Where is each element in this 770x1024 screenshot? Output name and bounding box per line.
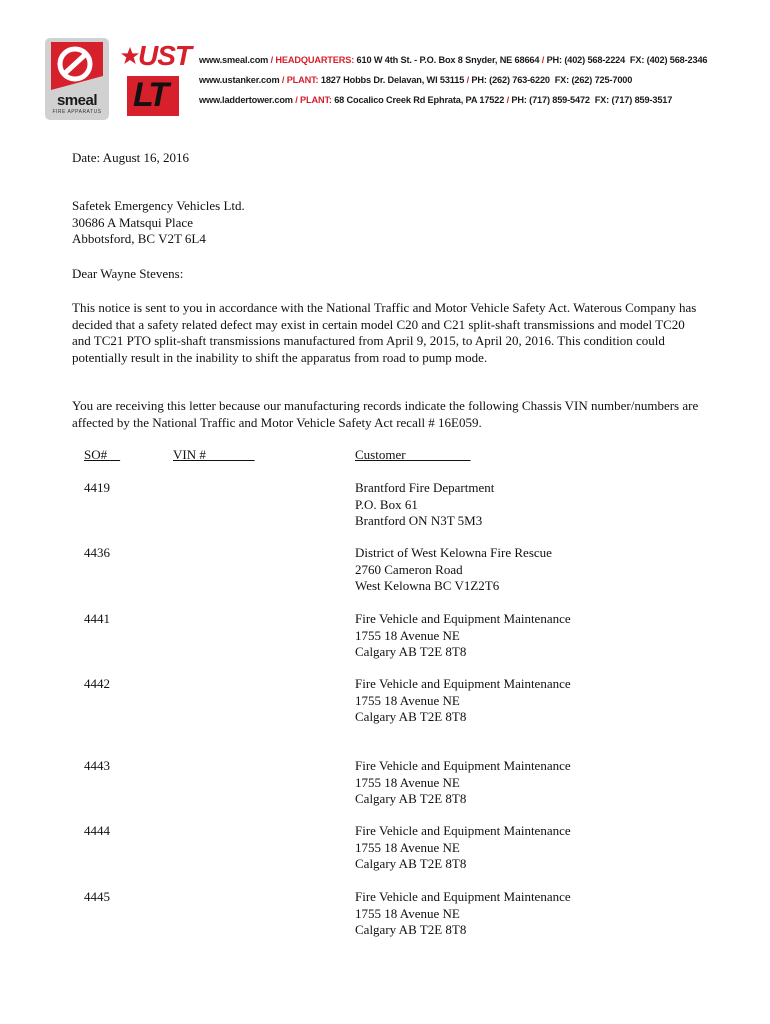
ust-logo-text: UST [138, 40, 191, 71]
lt-logo-text: LT [133, 76, 167, 114]
contact-line-plant-wi: www.ustanker.com / PLANT: 1827 Hobbs Dr. Delavan, WI 53115 / PH: (262) 763-6220 FX: (262) 725-7000 [199, 75, 633, 85]
customer-city: Calgary AB T2E 8T8 [355, 856, 467, 871]
so-number: 4445 [84, 889, 110, 904]
customer-street: 1755 18 Avenue NE [355, 627, 460, 643]
contact-label: HEADQUARTERS: [275, 55, 355, 65]
customer-cell [355, 545, 552, 595]
contact-line-hq: www.smeal.com / HEADQUARTERS: 610 W 4th St. - P.O. Box 8 Snyder, NE 68664 / PH: (402) 568-2224 FX: (402) 568-2346 [199, 55, 708, 65]
smeal-logo [45, 38, 109, 120]
contact-phone: PH: (262) 763-6220 [471, 75, 550, 85]
customer-city: Calgary AB T2E 8T8 [355, 791, 467, 806]
contact-address: 1827 Hobbs Dr. Delavan, WI 53115 [320, 75, 465, 85]
customer-name: Fire Vehicle and Equipment Maintenance [355, 676, 571, 691]
smeal-logo-text: smeal [56, 92, 98, 109]
letterhead-contact [199, 50, 759, 110]
customer-name: Fire Vehicle and Equipment Maintenance [355, 889, 571, 904]
customer-name: Brantford Fire Department [355, 480, 495, 495]
customer-street: 1755 18 Avenue NE [355, 692, 460, 708]
notice-paragraph: This notice is sent to you in accordance with the National Traffic and Motor Vehicle Safety Act. Waterous Company has decided that a safety related defect may exist in certain model C20 and C21 split-shaft transmissions and model TC20 and TC21 PTO split-shaft transmissions manufactured from April 9, 2015, to April 20, 2016. This condition could potentially result in the inability to shift the apparatus from road to pump mode. [72, 300, 697, 365]
ust-logo [120, 40, 191, 74]
smeal-logo-subtext: FIRE APPARATUS [52, 109, 102, 115]
customer-cell [355, 480, 494, 530]
contact-phone: PH: (717) 859-5472 [511, 95, 590, 105]
contact-url: www.ustanker.com [199, 75, 280, 85]
customer-cell [355, 758, 571, 808]
customer-name: District of West Kelowna Fire Rescue [355, 545, 552, 560]
customer-city: West Kelowna BC V1Z2T6 [355, 578, 500, 593]
customer-name: Fire Vehicle and Equipment Maintenance [355, 758, 571, 773]
salutation: Dear Wayne Stevens: [72, 266, 184, 281]
star-icon [120, 46, 140, 66]
recipient-city: Abbotsford, BC V2T 6L4 [72, 231, 206, 246]
so-number: 4444 [84, 823, 110, 838]
recipient-address [72, 198, 245, 248]
customer-cell [355, 823, 571, 873]
contact-address: 610 W 4th St. - P.O. Box 8 Snyder, NE 68664 [356, 55, 540, 65]
customer-cell [355, 889, 571, 939]
contact-phone: PH: (402) 568-2224 [546, 55, 626, 65]
customer-cell [355, 611, 571, 661]
customer-city: Calgary AB T2E 8T8 [355, 709, 467, 724]
customer-name: Fire Vehicle and Equipment Maintenance [355, 611, 571, 626]
so-number: 4441 [84, 611, 110, 626]
customer-street: 1755 18 Avenue NE [355, 774, 460, 790]
so-number: 4419 [84, 480, 110, 495]
customer-city: Brantford ON N3T 5M3 [355, 513, 483, 528]
customer-street: 2760 Cameron Road [355, 561, 463, 577]
customer-city: Calgary AB T2E 8T8 [355, 922, 467, 937]
letter-date: Date: August 16, 2016 [72, 150, 189, 165]
contact-fax: FX: (402) 568-2346 [629, 55, 708, 65]
so-number: 4442 [84, 676, 110, 691]
recipient-company: Safetek Emergency Vehicles Ltd. [72, 198, 245, 213]
contact-fax: FX: (262) 725-7000 [554, 75, 633, 85]
lt-logo [127, 76, 179, 116]
customer-street: P.O. Box 61 [355, 496, 418, 512]
customer-street: 1755 18 Avenue NE [355, 839, 460, 855]
contact-url: www.smeal.com [199, 55, 269, 65]
recipient-street: 30686 A Matsqui Place [72, 214, 193, 230]
contact-label: PLANT: [300, 95, 332, 105]
contact-address: 68 Cocalico Creek Rd Ephrata, PA 17522 [334, 95, 505, 105]
customer-cell [355, 676, 571, 726]
so-number: 4443 [84, 758, 110, 773]
customer-street: 1755 18 Avenue NE [355, 905, 460, 921]
customer-city: Calgary AB T2E 8T8 [355, 644, 467, 659]
contact-label: PLANT: [286, 75, 319, 85]
smeal-emblem-icon [45, 38, 109, 94]
column-header-vin: VIN # [173, 447, 255, 462]
so-number: 4436 [84, 545, 110, 560]
vin-paragraph: You are receiving this letter because our manufacturing records indicate the following Chassis VIN number/numbers are affected by the National Traffic and Motor Vehicle Safety Act recall # 16E059. [72, 398, 699, 430]
customer-name: Fire Vehicle and Equipment Maintenance [355, 823, 571, 838]
column-header-customer: Customer [355, 447, 471, 462]
contact-url: www.laddertower.com [199, 95, 293, 105]
column-header-so: SO# [84, 447, 121, 462]
contact-line-plant-pa: www.laddertower.com / PLANT: 68 Cocalico Creek Rd Ephrata, PA 17522 / PH: (717) 859-5472 FX: (717) 859-3517 [199, 95, 673, 105]
contact-fax: FX: (717) 859-3517 [594, 95, 673, 105]
